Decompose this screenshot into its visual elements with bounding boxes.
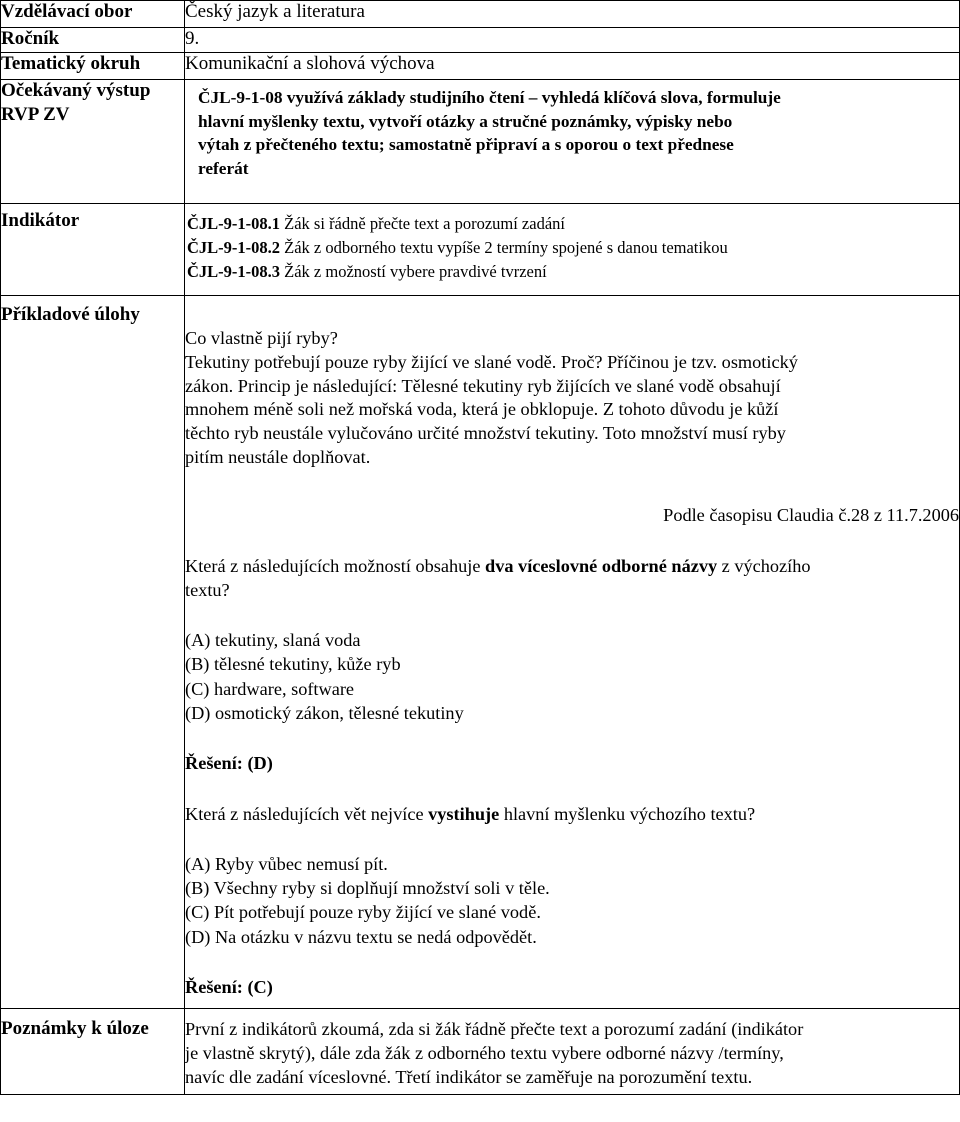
row-indikator <box>1 204 960 296</box>
outcome-line: ČJL-9-1-08 využívá základy studijního čtení – vyhledá klíčová slova, formuluje <box>198 88 781 107</box>
solution-1: Řešení: (D) <box>185 753 273 774</box>
note-line: je vlastně skrytý), dále zda žák z odborného textu vybere odborné názvy /termíny, <box>185 1042 784 1063</box>
option: (C) Pít potřebují pouze ryby žijící ve slané vodě. <box>185 902 541 923</box>
source-citation: Podle časopisu Claudia č.28 z 11.7.2006 <box>663 504 959 525</box>
indicator-item <box>185 212 959 236</box>
row-ulohy <box>1 296 960 1009</box>
option: (B) Všechny ryby si doplňují množství soli v těle. <box>185 877 550 898</box>
indicator-text: Žák z odborného textu vypíše 2 termíny spojené s danou tematikou <box>280 238 728 257</box>
question-1-post: z výchozího <box>717 555 811 576</box>
paragraph-line: Tekutiny potřebují pouze ryby žijící ve slané vodě. Proč? Příčinou je tzv. osmotický <box>185 351 798 372</box>
option: (C) hardware, software <box>185 678 355 699</box>
label-vystup-line1: Očekávaný výstup <box>1 80 151 101</box>
label-ulohy: Příkladové úlohy <box>1 296 185 1009</box>
value-ulohy <box>185 296 960 1009</box>
paragraph-line: zákon. Princip je následující: Tělesné tekutiny ryb žijících ve slané vodě obsahují <box>185 375 781 396</box>
outcome-line: referát <box>198 158 249 178</box>
solution-2: Řešení: (C) <box>185 976 273 997</box>
question-2-options <box>185 852 959 949</box>
value-rocnik: 9. <box>185 28 960 53</box>
note-line: navíc dle zadání víceslovné. Třetí indikátor se zaměřuje na porozumění textu. <box>185 1066 753 1087</box>
indicator-item <box>185 260 959 284</box>
label-rocnik: Ročník <box>1 28 185 53</box>
question-1-options <box>185 628 959 725</box>
label-poznamky: Poznámky k úloze <box>1 1009 185 1095</box>
value-obor: Český jazyk a literatura <box>185 1 960 28</box>
question-2-bold: vystihuje <box>428 804 500 825</box>
label-indikator: Indikátor <box>1 204 185 296</box>
paragraph-line: těchto ryb neustále vylučováno určité množství tekutiny. Toto množství musí ryby <box>185 423 786 444</box>
value-poznamky <box>185 1009 960 1095</box>
label-vystup-line2: RVP ZV <box>1 104 70 125</box>
row-obor <box>1 1 960 28</box>
paragraph-line: pitím neustále doplňovat. <box>185 446 371 467</box>
indicator-code: ČJL-9-1-08.1 <box>187 214 281 233</box>
indicator-code: ČJL-9-1-08.2 <box>187 238 281 257</box>
value-indikator <box>185 204 960 296</box>
indicator-text: Žák si řádně přečte text a porozumí zadání <box>280 214 565 233</box>
question-1-pre: Která z následujících možností obsahuje <box>185 555 486 576</box>
question-title: Co vlastně pijí ryby? <box>185 328 338 348</box>
question-2-pre: Která z následujících vět nejvíce <box>185 804 429 825</box>
value-vystup <box>185 80 960 204</box>
row-poznamky <box>1 1009 960 1095</box>
outcome-line: hlavní myšlenky textu, vytvoří otázky a stručné poznámky, výpisky nebo <box>198 111 733 131</box>
option: (A) tekutiny, slaná voda <box>185 630 361 651</box>
indicator-code: ČJL-9-1-08.3 <box>187 262 281 281</box>
option: (D) osmotický zákon, tělesné tekutiny <box>185 703 464 724</box>
indicator-text: Žák z možností vybere pravdivé tvrzení <box>280 262 547 281</box>
paragraph-line: mnohem méně soli než mořská voda, která je obklopuje. Z tohoto důvodu je kůží <box>185 399 779 420</box>
question-1-bold: dva víceslovné odborné názvy <box>485 555 718 576</box>
label-vystup <box>1 80 185 204</box>
outcome-line: výtah z přečteného textu; samostatně připraví a s oporou o text přednese <box>198 135 734 154</box>
question-1 <box>185 554 959 578</box>
label-obor: Vzdělávací obor <box>1 1 185 28</box>
option: (A) Ryby vůbec nemusí pít. <box>185 853 388 874</box>
label-okruh: Tematický okruh <box>1 53 185 80</box>
option: (B) tělesné tekutiny, kůže ryb <box>185 654 401 675</box>
indicator-item <box>185 236 959 260</box>
row-okruh <box>1 53 960 80</box>
question-2-post: hlavní myšlenku výchozího textu? <box>499 804 756 825</box>
note-line: První z indikátorů zkoumá, zda si žák řádně přečte text a porozumí zadání (indikátor <box>185 1019 804 1039</box>
row-rocnik <box>1 28 960 53</box>
question-1-line2: textu? <box>185 579 230 600</box>
row-vystup <box>1 80 960 204</box>
question-2 <box>185 802 959 826</box>
option: (D) Na otázku v názvu textu se nedá odpovědět. <box>185 926 537 947</box>
value-okruh: Komunikační a slohová výchova <box>185 53 960 80</box>
